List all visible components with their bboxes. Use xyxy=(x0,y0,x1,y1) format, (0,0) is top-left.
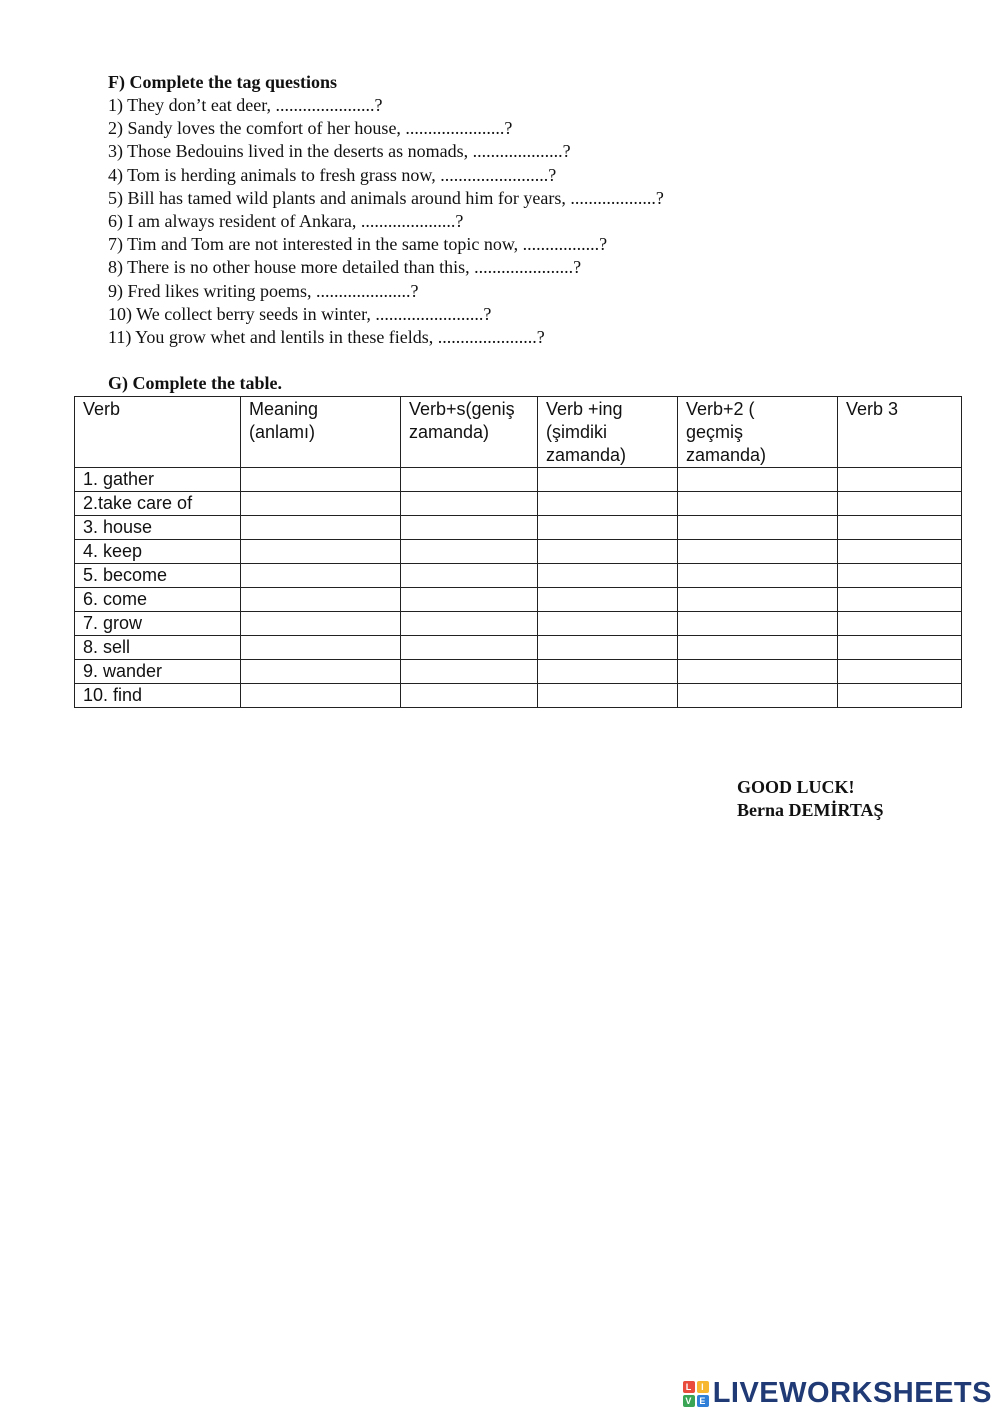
answer-cell[interactable] xyxy=(241,636,401,660)
answer-cell[interactable] xyxy=(538,540,678,564)
tag-question-2: 2) Sandy loves the comfort of her house, ......................? xyxy=(108,118,513,139)
section-g-heading: G) Complete the table. xyxy=(108,373,282,393)
liveworksheets-logo-icon xyxy=(683,1381,709,1407)
answer-cell[interactable] xyxy=(241,684,401,708)
section-f-heading: F) Complete the tag questions xyxy=(108,72,337,92)
tag-question-9: 9) Fred likes writing poems, .....................? xyxy=(108,280,419,301)
answer-cell[interactable] xyxy=(838,540,962,564)
verb-cell: 5. become xyxy=(75,564,241,588)
table-header-4 xyxy=(538,397,678,468)
tag-question-6: 6) I am always resident of Ankara, .....................? xyxy=(108,211,464,232)
table-header-line: geçmiş xyxy=(686,422,744,442)
table-header-line: Verb xyxy=(83,399,121,419)
table-row xyxy=(75,564,962,588)
good-luck-text: GOOD LUCK! xyxy=(737,777,855,797)
table-header-line: (anlamı) xyxy=(249,422,316,442)
table-row xyxy=(75,540,962,564)
table-header-line: Verb 3 xyxy=(846,399,899,419)
answer-cell[interactable] xyxy=(838,516,962,540)
verb-cell: 8. sell xyxy=(75,636,241,660)
answer-cell[interactable] xyxy=(401,540,538,564)
answer-cell[interactable] xyxy=(838,468,962,492)
table-row xyxy=(75,612,962,636)
answer-cell[interactable] xyxy=(241,588,401,612)
answer-cell[interactable] xyxy=(538,492,678,516)
answer-cell[interactable] xyxy=(538,468,678,492)
answer-cell[interactable] xyxy=(538,516,678,540)
answer-cell[interactable] xyxy=(678,588,838,612)
verb-cell: 6. come xyxy=(75,588,241,612)
answer-cell[interactable] xyxy=(401,636,538,660)
answer-cell[interactable] xyxy=(538,588,678,612)
table-row xyxy=(75,588,962,612)
answer-cell[interactable] xyxy=(401,564,538,588)
tag-question-5: 5) Bill has tamed wild plants and animals around him for years, ...................? xyxy=(108,187,664,208)
verb-cell: 10. find xyxy=(75,684,241,708)
answer-cell[interactable] xyxy=(838,564,962,588)
answer-cell[interactable] xyxy=(401,660,538,684)
answer-cell[interactable] xyxy=(678,636,838,660)
answer-cell[interactable] xyxy=(678,540,838,564)
table-header-2 xyxy=(241,397,401,468)
table-body xyxy=(75,468,962,708)
answer-cell[interactable] xyxy=(678,612,838,636)
section-f xyxy=(108,71,664,349)
answer-cell[interactable] xyxy=(678,660,838,684)
tag-question-10: 10) We collect berry seeds in winter, ........................? xyxy=(108,303,492,324)
tag-question-4: 4) Tom is herding animals to fresh grass now, ........................? xyxy=(108,164,557,185)
answer-cell[interactable] xyxy=(241,540,401,564)
answer-cell[interactable] xyxy=(401,588,538,612)
answer-cell[interactable] xyxy=(241,468,401,492)
answer-cell[interactable] xyxy=(538,660,678,684)
table-header-3 xyxy=(401,397,538,468)
tag-question-11: 11) You grow whet and lentils in these fields, ......................? xyxy=(108,327,545,348)
liveworksheets-brand xyxy=(683,1377,992,1410)
answer-cell[interactable] xyxy=(241,492,401,516)
footer xyxy=(737,776,884,822)
table-header-line: Meaning xyxy=(249,399,319,419)
tag-question-list xyxy=(108,94,664,349)
table-header-line: Verb+s(geniş xyxy=(409,399,515,419)
answer-cell[interactable] xyxy=(401,468,538,492)
answer-cell[interactable] xyxy=(678,564,838,588)
table-header-line: Verb +ing xyxy=(546,399,623,419)
tag-question-7: 7) Tim and Tom are not interested in the same topic now, .................? xyxy=(108,234,608,255)
verb-cell: 9. wander xyxy=(75,660,241,684)
table-row xyxy=(75,684,962,708)
verb-table xyxy=(74,396,962,708)
answer-cell[interactable] xyxy=(538,564,678,588)
verb-cell: 4. keep xyxy=(75,540,241,564)
table-row xyxy=(75,516,962,540)
verb-cell: 7. grow xyxy=(75,612,241,636)
answer-cell[interactable] xyxy=(538,684,678,708)
answer-cell[interactable] xyxy=(241,660,401,684)
verb-cell: 1. gather xyxy=(75,468,241,492)
table-row xyxy=(75,660,962,684)
table-header-row xyxy=(75,397,962,468)
answer-cell[interactable] xyxy=(538,636,678,660)
author-name: Berna DEMİRTAŞ xyxy=(737,800,884,820)
table-header-line: zamanda) xyxy=(546,445,627,465)
table-header-line: zamanda) xyxy=(409,422,490,442)
table-header-1 xyxy=(75,397,241,468)
answer-cell[interactable] xyxy=(678,468,838,492)
table-row xyxy=(75,636,962,660)
tag-question-1: 1) They don’t eat deer, ......................? xyxy=(108,95,383,115)
brand-text: LIVEWORKSHEETS xyxy=(712,1377,992,1409)
logo-square: V xyxy=(683,1395,695,1407)
answer-cell[interactable] xyxy=(678,492,838,516)
answer-cell[interactable] xyxy=(838,612,962,636)
answer-cell[interactable] xyxy=(678,684,838,708)
answer-cell[interactable] xyxy=(401,492,538,516)
answer-cell[interactable] xyxy=(401,612,538,636)
table-header-6 xyxy=(838,397,962,468)
answer-cell[interactable] xyxy=(678,516,838,540)
table-header-line: zamanda) xyxy=(686,445,767,465)
table-row xyxy=(75,468,962,492)
tag-question-3: 3) Those Bedouins lived in the deserts as nomads, ....................? xyxy=(108,141,571,162)
logo-square: I xyxy=(697,1381,709,1393)
table-header-line: Verb+2 ( xyxy=(686,399,755,419)
table-header-5 xyxy=(678,397,838,468)
answer-cell[interactable] xyxy=(241,612,401,636)
answer-cell[interactable] xyxy=(838,492,962,516)
answer-cell[interactable] xyxy=(538,612,678,636)
answer-cell[interactable] xyxy=(838,660,962,684)
answer-cell[interactable] xyxy=(838,684,962,708)
tag-question-8: 8) There is no other house more detailed than this, ......................? xyxy=(108,257,582,278)
table-header-line: (şimdiki xyxy=(546,422,607,442)
logo-square: E xyxy=(697,1395,709,1407)
answer-cell[interactable] xyxy=(838,588,962,612)
verb-cell: 2.take care of xyxy=(75,492,241,516)
logo-square: L xyxy=(683,1381,695,1393)
answer-cell[interactable] xyxy=(401,684,538,708)
answer-cell[interactable] xyxy=(241,516,401,540)
answer-cell[interactable] xyxy=(241,564,401,588)
answer-cell[interactable] xyxy=(838,636,962,660)
verb-cell: 3. house xyxy=(75,516,241,540)
table-row xyxy=(75,492,962,516)
answer-cell[interactable] xyxy=(401,516,538,540)
